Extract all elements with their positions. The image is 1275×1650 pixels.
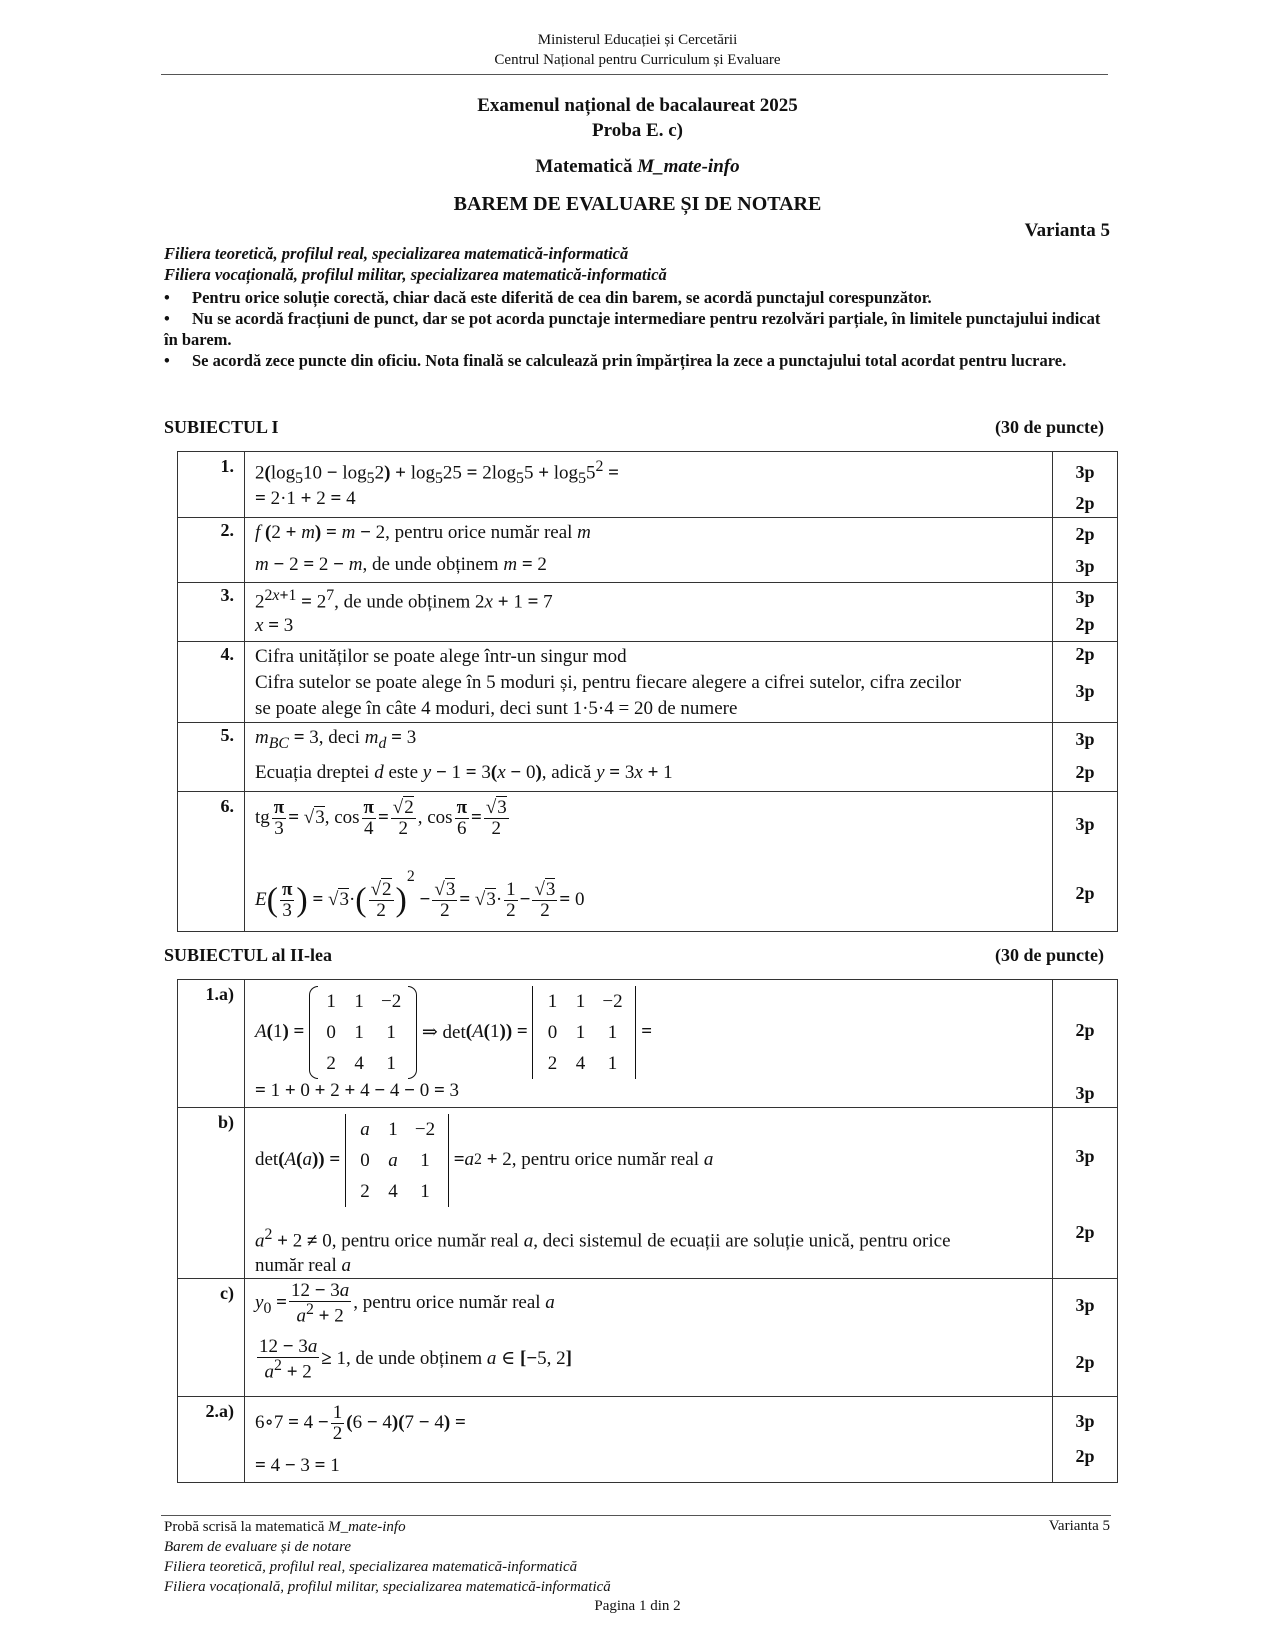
points-value: 3p (1075, 462, 1095, 482)
determinant: a 1 −2 0 a 1 2 4 1 (345, 1114, 449, 1207)
solution-line: = 2·1 + 2 = 4 (255, 488, 356, 509)
solution-line: f (2 + m) = m − 2, pentru orice număr real m (255, 522, 591, 543)
item-number: b) (178, 1108, 245, 1279)
item-solution (245, 518, 1053, 583)
section-2-heading (164, 945, 1104, 966)
solution-line: = 4 − 3 = 1 (255, 1455, 340, 1477)
table-row (178, 1397, 1118, 1483)
subject-prefix: Matematică (535, 156, 638, 177)
item-number: 1. (178, 452, 245, 518)
solution-line: $2^{2x+1} = 2^7$, de unde obținem 2x + 1 = 7 (255, 587, 553, 613)
item-number: 1.a) (178, 980, 245, 1108)
item-number: 2. (178, 518, 245, 583)
solution-line: $y_0$ = $\frac{12 - 3a}{a^2 + 2}$ , pentru orice număr real a (255, 1280, 555, 1327)
item-solution (245, 583, 1053, 642)
solution-line: $\frac{12 - 3a}{a^2 + 2}$ ≥ 1, de unde obținem a ∈ [−5, 2] (259, 1336, 572, 1383)
item-solution (245, 723, 1053, 792)
table-row (178, 1279, 1118, 1397)
footer-line-2: Barem de evaluare și de notare (164, 1539, 352, 1555)
footer-divider (161, 1515, 1111, 1516)
solution-line: 6∘7 = 4 − $\frac{1}{2}$ (6 − 4)(7 − 4) = (255, 1402, 466, 1445)
header-divider (161, 74, 1108, 75)
section-1-points: (30 de puncte) (995, 417, 1104, 437)
points-value: 2p (1075, 614, 1095, 634)
solution-line: det ( A ( a )) = a 1 −2 0 a 1 2 4 1 = a 2 + 2, pentru orice număr real a (255, 1110, 1052, 1210)
footer-line-3: Filiera teoretică, profilul real, specializarea matematică-informatică (164, 1559, 578, 1575)
solution-line: $m_{BC} = 3$, deci $m_d = 3$ (255, 727, 417, 752)
item-points (1053, 1279, 1118, 1397)
table-row (178, 723, 1118, 792)
solution-line: E( $\frac{\pi}{3}$ ) = √3·( $\frac{√2}{2}$ )$^2$ − $\frac{√3}{2}$ = √3· $\frac{1}{2}$ − $\frac{√3}{2}$ = 0 (255, 868, 585, 922)
points-value: 3p (1075, 587, 1095, 607)
determinant: 1 1 −2 0 1 1 2 4 1 (532, 986, 636, 1079)
rule-item (164, 350, 1104, 371)
rule-item (164, 287, 1104, 308)
points-value: 2p (1075, 1222, 1095, 1242)
points-value: 3p (1075, 556, 1095, 576)
table-row (178, 452, 1118, 518)
probe-title: Proba E. c) (592, 120, 683, 141)
item-number: 2.a) (178, 1397, 245, 1483)
item-solution (245, 792, 1053, 932)
item-points (1053, 583, 1118, 642)
ministry-header: Ministerul Educației și Cercetării (537, 32, 738, 48)
subject-title (0, 156, 1275, 178)
bullet-icon: • (164, 309, 170, 328)
points-value: 2p (1075, 644, 1095, 664)
points-value: 2p (1075, 1352, 1095, 1373)
filiera-teoretica: Filiera teoretică, profilul real, specializarea matematică-informatică (164, 244, 629, 263)
item-solution (245, 452, 1053, 518)
section-1-table (177, 451, 1118, 932)
points-value: 2p (1075, 762, 1095, 782)
barem-title: BAREM DE EVALUARE ȘI DE NOTARE (453, 193, 822, 215)
item-number: 3. (178, 583, 245, 642)
table-row (178, 1108, 1118, 1279)
table-row (178, 980, 1118, 1108)
rule-text: Pentru orice soluție corectă, chiar dacă este diferită de cea din barem, se acordă punctajul corespunzător. (192, 288, 932, 307)
exam-title: Examenul național de bacalaureat 2025 (477, 95, 798, 116)
footer-text: Probă scrisă la matematică (164, 1519, 329, 1535)
page-number: Pagina 1 din 2 (594, 1598, 681, 1614)
item-number: 6. (178, 792, 245, 932)
rule-text: Se acordă zece puncte din oficiu. Nota finală se calculează prin împărțirea la zece a punctajului total acordat pentru lucrare. (192, 351, 1067, 370)
solution-line: Cifra unităților se poate alege într-un singur mod (255, 646, 627, 667)
footer-line-1 (164, 1518, 406, 1537)
item-points (1053, 980, 1118, 1108)
item-solution (245, 1397, 1053, 1483)
rule-text: Nu se acordă fracțiuni de punct, dar se pot acorda punctaje intermediare pentru rezolvări parțiale, în limitele punctajului indicat în barem. (164, 309, 1101, 349)
solution-line: tg $\frac{\pi}{3}$ = √3, cos $\frac{\pi}{4}$ = $\frac{√2}{2}$ , cos $\frac{\pi}{6}$ = $\frac{√3}{2}$ (255, 797, 507, 839)
item-solution (245, 1279, 1053, 1397)
solution-line: $a^2 + 2 \ne 0$, pentru orice număr real a, deci sistemul de ecuații are soluție unică, pentru orice număr real a (255, 1226, 951, 1277)
section-1-heading (164, 417, 1104, 438)
solution-line: m − 2 = 2 − m, de unde obținem m = 2 (255, 554, 547, 575)
solution-line: Ecuația dreptei d este y − 1 = 3(x − 0), adică y = 3x + 1 (255, 762, 673, 783)
item-points (1053, 792, 1118, 932)
bullet-icon: • (164, 288, 170, 307)
center-header: Centrul Național pentru Curriculum și Evaluare (494, 52, 781, 68)
points-value: 3p (1075, 1146, 1095, 1166)
item-solution (245, 980, 1053, 1108)
rules-list (164, 287, 1104, 371)
points-value: 3p (1075, 1083, 1095, 1103)
points-value: 2p (1075, 883, 1095, 903)
item-points (1053, 1108, 1118, 1279)
points-value: 2p (1075, 493, 1095, 513)
filiera-vocationala: Filiera vocațională, profilul militar, specializarea matematică-informatică (164, 265, 667, 284)
points-value: 2p (1075, 1020, 1095, 1040)
table-row (178, 583, 1118, 642)
section-1-title: SUBIECTUL I (164, 417, 279, 437)
matrix: 1 1 −2 0 1 1 2 4 1 (309, 986, 417, 1079)
item-points (1053, 723, 1118, 792)
variant-label: Varianta 5 (1024, 220, 1110, 241)
table-row (178, 792, 1118, 932)
points-value: 3p (1075, 681, 1095, 701)
item-number: 4. (178, 642, 245, 723)
item-points (1053, 642, 1118, 723)
points-value: 3p (1075, 814, 1095, 834)
points-value: 3p (1075, 729, 1095, 749)
item-solution (245, 642, 1053, 723)
solution-line: A ( 1 ) = 1 1 −2 0 1 1 2 4 1 ⇒ det ( A ( 1 )) = 1 1 −2 0 1 1 2 4 1 = (255, 984, 1052, 1080)
item-points (1053, 452, 1118, 518)
solution-line: $2(\log_510 - \log_52) + \log_525 = 2\log_55 + \log_55^2$ = (255, 458, 619, 488)
points-value: 2p (1075, 524, 1095, 544)
footer-code: M_mate-info (328, 1519, 406, 1535)
solution-line: Cifra sutelor se poate alege în 5 moduri și, pentru fiecare alegere a cifrei sutelor, cifra zecilor (255, 672, 962, 693)
solution-line: x = 3 (255, 615, 294, 636)
solution-line: = 1 + 0 + 2 + 4 − 4 − 0 = 3 (255, 1080, 460, 1101)
item-solution (245, 1108, 1053, 1279)
section-2-title: SUBIECTUL al II-lea (164, 945, 333, 965)
table-row (178, 518, 1118, 583)
section-2-points: (30 de puncte) (995, 945, 1104, 965)
points-value: 2p (1075, 1446, 1095, 1467)
subject-code: M_mate-info (637, 156, 740, 177)
points-value: 3p (1075, 1411, 1095, 1432)
points-value: 3p (1075, 1295, 1095, 1316)
footer-line-4: Filiera vocațională, profilul militar, specializarea matematică-informatică (164, 1579, 611, 1595)
table-row (178, 642, 1118, 723)
section-2-table (177, 979, 1118, 1483)
item-points (1053, 1397, 1118, 1483)
item-number: c) (178, 1279, 245, 1397)
footer-variant: Varianta 5 (1048, 1518, 1110, 1534)
bullet-icon: • (164, 351, 170, 370)
item-points (1053, 518, 1118, 583)
rule-item (164, 308, 1104, 350)
item-number: 5. (178, 723, 245, 792)
solution-line: se poate alege în câte 4 moduri, deci sunt 1·5·4 = 20 de numere (255, 698, 738, 719)
